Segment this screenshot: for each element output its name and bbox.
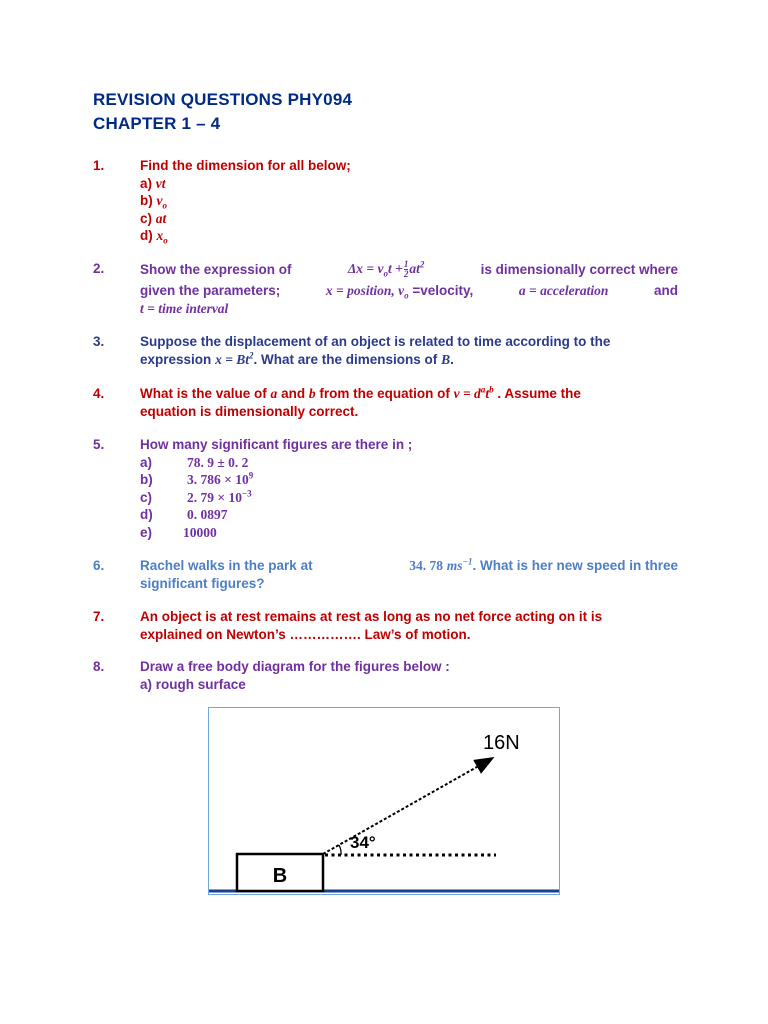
question-1: [93, 157, 678, 245]
question-line: a) rough surface: [140, 676, 246, 692]
question-line: An object is at rest remains at rest as long as no net force acting on it is: [140, 609, 603, 624]
question-number: 4.: [93, 386, 105, 401]
question-part: d) $x_o$: [140, 228, 168, 246]
block-label: B: [272, 865, 288, 887]
question-6: [93, 557, 678, 592]
question-line: What is the value of a and b from the equation of $v = d^at^b$ . Assume the: [140, 384, 581, 401]
question-part: d) 0. 0897: [140, 507, 228, 522]
equation: $\Delta x = v_ot$ + $\frac{1}{2}$ $at^2$: [347, 259, 425, 280]
question-line: Draw a free body diagram for the figures below :: [140, 659, 450, 674]
question-line: equation is dimensionally correct.: [140, 403, 359, 419]
question-text: How many significant figures are there in ;: [140, 437, 413, 452]
force-arrow: [323, 759, 491, 854]
question-part: a) vt: [140, 175, 166, 191]
question-part: c) at: [140, 210, 167, 226]
question-line: Suppose the displacement of an object is related to time according to the: [140, 334, 611, 349]
question-number: 2.: [93, 261, 105, 276]
question-number: 5.: [93, 437, 105, 452]
question-part: b) 3. $786 \times 10^9$: [140, 470, 254, 487]
force-label: 16N: [483, 732, 520, 754]
question-4: [93, 385, 678, 420]
question-part: b) $v_o$: [140, 193, 168, 211]
question-line: significant figures?: [140, 575, 265, 591]
question-part: e) 10000: [140, 524, 217, 540]
question-number: 8.: [93, 659, 105, 674]
question-line: t = time interval: [140, 300, 229, 316]
question-part: a) 78. 9 ± 0. 2: [140, 454, 249, 470]
question-line: Rachel walks in the park at 34. 78 $ms^{-1}$. What is her new speed in three: [140, 556, 678, 573]
question-text: Find the dimension for all below;: [140, 158, 351, 173]
question-number: 3.: [93, 334, 105, 349]
question-2: [93, 260, 678, 317]
question-number: 1.: [93, 158, 105, 173]
question-line: explained on Newton’s ……………. Law’s of motion.: [140, 626, 471, 642]
angle-label: 34°: [350, 833, 376, 852]
document-subtitle: CHAPTER 1 – 4: [93, 114, 221, 133]
document-title: REVISION QUESTIONS PHY094: [93, 90, 353, 109]
question-number: 7.: [93, 609, 105, 624]
free-body-figure: [208, 707, 560, 895]
figure-drawing: [209, 708, 559, 894]
question-number: 6.: [93, 558, 105, 573]
question-3: [93, 333, 678, 368]
question-7: [93, 608, 678, 643]
question-line: Show the expression of $\Delta x = v_ot$ + $\frac{1}{2}$ $at^2$ is dimensionally correct where: [140, 259, 678, 280]
question-part: c) 2. $79 \times 10^{-3}$: [140, 488, 252, 505]
question-line: given the parameters; x = position, $v_o$ =velocity, a = acceleration and: [140, 283, 678, 302]
question-line: expression $x = Bt^2$. What are the dimensions of B.: [140, 350, 454, 367]
question-5: [93, 436, 678, 541]
question-8: [93, 658, 678, 693]
